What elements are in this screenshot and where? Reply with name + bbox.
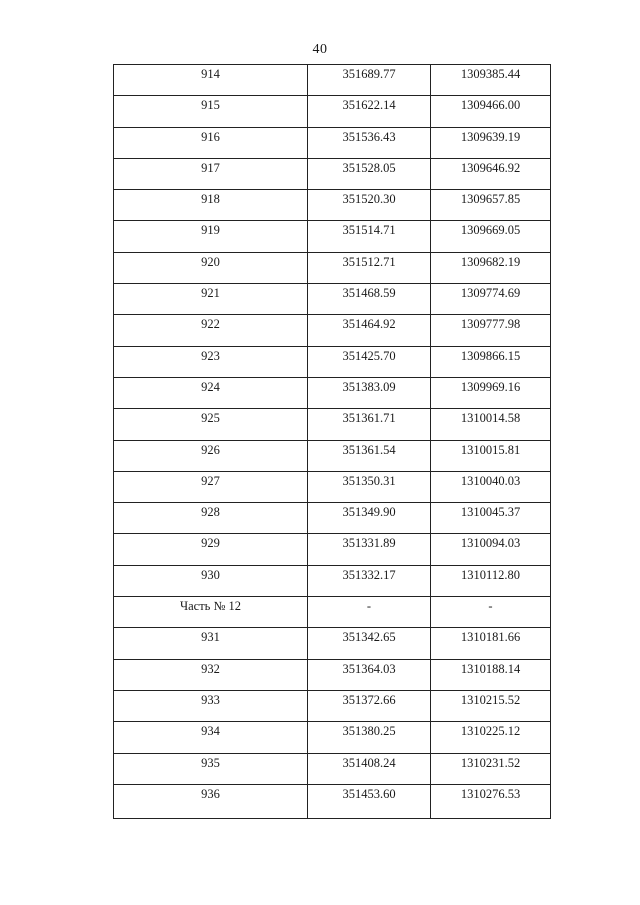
x-cell: - <box>308 597 431 628</box>
x-cell: 351468.59 <box>308 284 431 315</box>
y-cell: 1310215.52 <box>431 690 551 721</box>
y-cell: 1310015.81 <box>431 440 551 471</box>
x-cell: 351622.14 <box>308 96 431 127</box>
y-cell: 1309777.98 <box>431 315 551 346</box>
y-cell: 1310276.53 <box>431 784 551 818</box>
x-cell: 351383.09 <box>308 377 431 408</box>
section-header-row <box>114 597 551 628</box>
table-row <box>114 440 551 471</box>
y-cell: 1310094.03 <box>431 534 551 565</box>
point-cell: 920 <box>114 252 308 283</box>
x-cell: 351364.03 <box>308 659 431 690</box>
y-cell: 1309669.05 <box>431 221 551 252</box>
table-row <box>114 690 551 721</box>
x-cell: 351361.54 <box>308 440 431 471</box>
y-cell: - <box>431 597 551 628</box>
y-cell: 1309866.15 <box>431 346 551 377</box>
table-row <box>114 315 551 346</box>
point-cell: 935 <box>114 753 308 784</box>
x-cell: 351332.17 <box>308 565 431 596</box>
table-row <box>114 753 551 784</box>
point-cell: 923 <box>114 346 308 377</box>
point-cell: 917 <box>114 158 308 189</box>
table-row <box>114 65 551 96</box>
table-row <box>114 409 551 440</box>
y-cell: 1309774.69 <box>431 284 551 315</box>
table-row <box>114 221 551 252</box>
point-cell: 936 <box>114 784 308 818</box>
y-cell: 1309639.19 <box>431 127 551 158</box>
x-cell: 351528.05 <box>308 158 431 189</box>
table-row <box>114 346 551 377</box>
table-row <box>114 127 551 158</box>
y-cell: 1309969.16 <box>431 377 551 408</box>
table-row <box>114 503 551 534</box>
x-cell: 351408.24 <box>308 753 431 784</box>
table-row <box>114 534 551 565</box>
x-cell: 351464.92 <box>308 315 431 346</box>
x-cell: 351689.77 <box>308 65 431 96</box>
y-cell: 1310181.66 <box>431 628 551 659</box>
point-cell: 928 <box>114 503 308 534</box>
point-cell: 929 <box>114 534 308 565</box>
point-cell: 914 <box>114 65 308 96</box>
point-cell: 915 <box>114 96 308 127</box>
table-row <box>114 659 551 690</box>
y-cell: 1309385.44 <box>431 65 551 96</box>
x-cell: 351536.43 <box>308 127 431 158</box>
x-cell: 351372.66 <box>308 690 431 721</box>
x-cell: 351342.65 <box>308 628 431 659</box>
table-row <box>114 784 551 818</box>
y-cell: 1309657.85 <box>431 190 551 221</box>
table-row <box>114 158 551 189</box>
page-number: 40 <box>312 42 328 57</box>
point-cell: 934 <box>114 722 308 753</box>
point-cell: 926 <box>114 440 308 471</box>
x-cell: 351514.71 <box>308 221 431 252</box>
x-cell: 351425.70 <box>308 346 431 377</box>
table-row <box>114 284 551 315</box>
x-cell: 351520.30 <box>308 190 431 221</box>
point-cell: 924 <box>114 377 308 408</box>
y-cell: 1310225.12 <box>431 722 551 753</box>
y-cell: 1309682.19 <box>431 252 551 283</box>
point-cell: 918 <box>114 190 308 221</box>
point-cell: 925 <box>114 409 308 440</box>
y-cell: 1310014.58 <box>431 409 551 440</box>
table-row <box>114 252 551 283</box>
point-cell: 931 <box>114 628 308 659</box>
coordinates-table <box>113 64 551 819</box>
y-cell: 1310188.14 <box>431 659 551 690</box>
point-cell: 927 <box>114 471 308 502</box>
table-row <box>114 565 551 596</box>
x-cell: 351350.31 <box>308 471 431 502</box>
coordinates-table-body <box>114 65 551 819</box>
x-cell: 351512.71 <box>308 252 431 283</box>
x-cell: 351331.89 <box>308 534 431 565</box>
x-cell: 351361.71 <box>308 409 431 440</box>
point-cell: 916 <box>114 127 308 158</box>
table-row <box>114 190 551 221</box>
y-cell: 1310112.80 <box>431 565 551 596</box>
point-cell: 933 <box>114 690 308 721</box>
point-cell: 922 <box>114 315 308 346</box>
y-cell: 1310045.37 <box>431 503 551 534</box>
table-row <box>114 628 551 659</box>
y-cell: 1309466.00 <box>431 96 551 127</box>
y-cell: 1310040.03 <box>431 471 551 502</box>
table-row <box>114 722 551 753</box>
point-cell: 921 <box>114 284 308 315</box>
x-cell: 351380.25 <box>308 722 431 753</box>
y-cell: 1309646.92 <box>431 158 551 189</box>
point-cell: 930 <box>114 565 308 596</box>
x-cell: 351453.60 <box>308 784 431 818</box>
point-cell: 932 <box>114 659 308 690</box>
point-cell: 919 <box>114 221 308 252</box>
y-cell: 1310231.52 <box>431 753 551 784</box>
table-row <box>114 377 551 408</box>
table-row <box>114 471 551 502</box>
table-row <box>114 96 551 127</box>
x-cell: 351349.90 <box>308 503 431 534</box>
section-label-cell: Часть № 12 <box>114 597 308 628</box>
